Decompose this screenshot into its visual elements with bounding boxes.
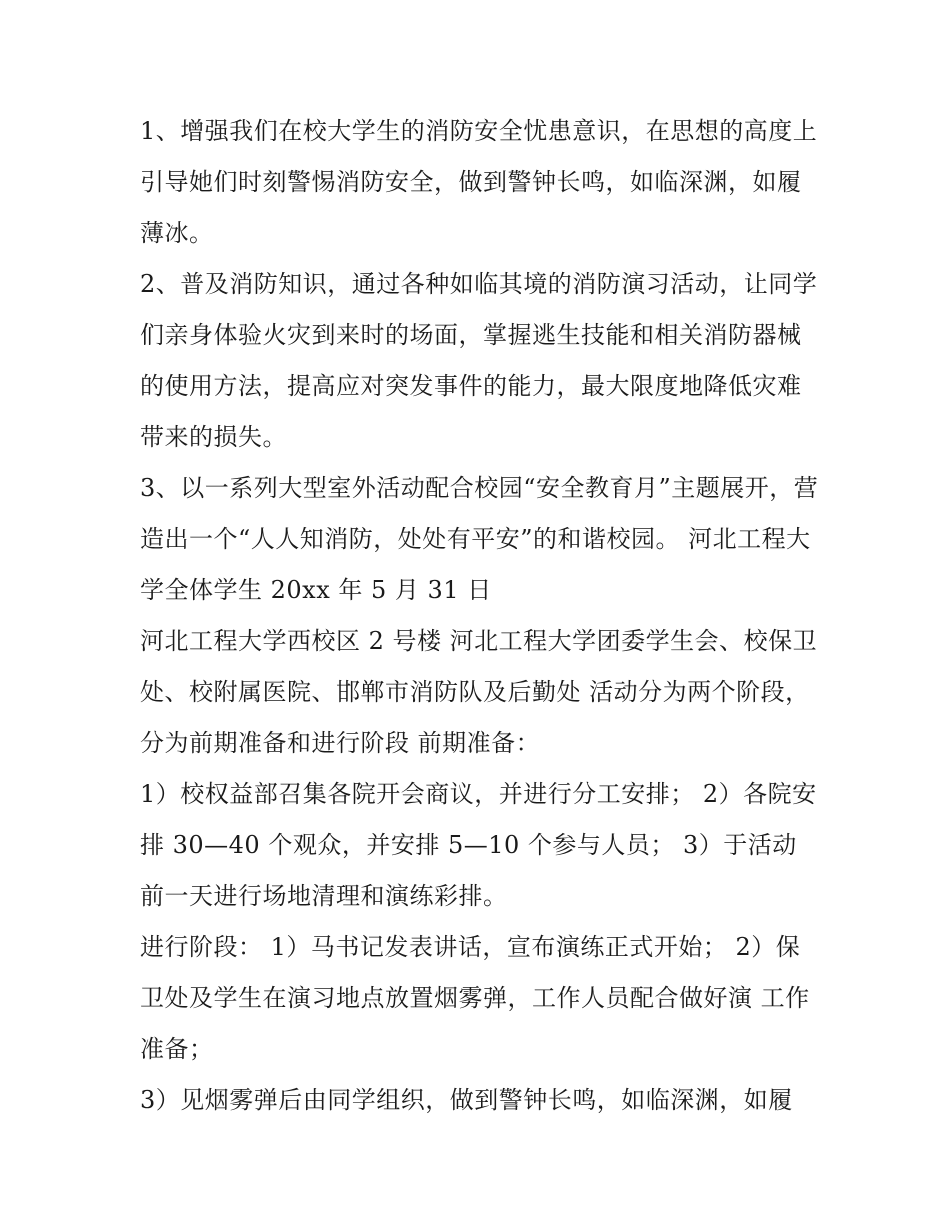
paragraph-objective-1: 1、增强我们在校大学生的消防安全忧患意识，在思想的高度上引导她们时刻警惕消防安全，做到警钟长鸣，如临深渊，如履薄冰。 xyxy=(140,117,818,247)
paragraph-execution-step-3: 3）见烟雾弹后由同学组织，做到警钟长鸣，如临深渊，如履 xyxy=(140,1086,793,1114)
paragraph-execution-steps: 进行阶段： 1）马书记发表讲话，宣布演练正式开始； 2）保卫处及学生在演习地点放置烟雾弹，工作人员配合做好演 工作准备； xyxy=(140,933,810,1063)
document-body xyxy=(140,106,820,1126)
paragraph-objective-2: 2、普及消防知识，通过各种如临其境的消防演习活动，让同学们亲身体验火灾到来时的场面，掌握逃生技能和相关消防器械的使用方法，提高应对突发事件的能力，最大限度地降低灾难带来的损失。 xyxy=(140,270,818,451)
paragraph-location-organizers: 河北工程大学西校区 2 号楼 河北工程大学团委学生会、校保卫处、校附属医院、邯郸市消防队及后勤处 活动分为两个阶段，分为前期准备和进行阶段 前期准备： xyxy=(140,627,818,757)
paragraph-objective-3: 3、以一系列大型室外活动配合校园“安全教育月”主题展开，营造出一个“人人知消防，处处有平安”的和谐校园。 河北工程大学全体学生 20xx 年 5 月 31 日 xyxy=(140,474,819,604)
paragraph-preparation-steps: 1）校权益部召集各院开会商议，并进行分工安排； 2）各院安排 30—40 个观众，并安排 5—10 个参与人员； 3）于活动前一天进行场地清理和演练彩排。 xyxy=(140,780,817,910)
